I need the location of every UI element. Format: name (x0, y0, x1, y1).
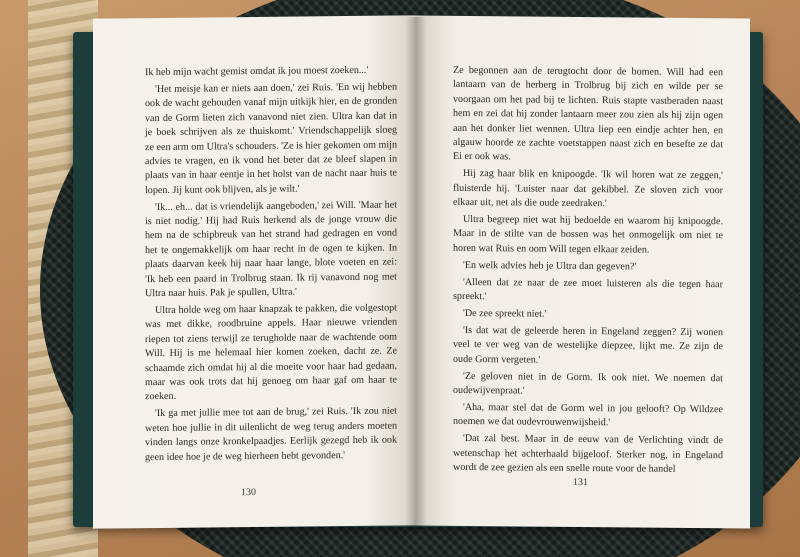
page-number: 131 (573, 476, 588, 489)
paragraph: Ze begonnen aan de terugtocht door de bomen. Will had een lantaarn van de herberg in Trolbrug bij zich en wilde per se voorgaan om het pad bij te lichten. Ruis stapte vastberaden naast hem en zei dat hij zonder lantaarn meer zou zien als hij zijn ogen aan het donker liet wennen. Ultra liep een eindje achter hen, en algauw hoorde ze zachte voetstappen naast zich en besefte ze dat Ei er ook was. (453, 64, 723, 163)
paragraph: 'Ik... eh... dat is vriendelijk aangeboden,' zei Will. 'Maar het is niet nodig.' Hij had Ruis herkend als de jonge vrouw die hem na de schipbreuk van het strand had gedragen en vond het te ongemakkelijk om haar recht in de ogen te kijken. In plaats daarvan keek hij naar haar lange, blote voeten en zei: 'Ik heb een paard in Trolbrug staan. Ik rij vanavond nog met Ultra naar huis. Pak je spullen, Ultra.' (145, 199, 397, 300)
paragraph: 'Ze geloven niet in de Gorm. Ik ook niet. We noemen dat oudewijvenpraat.' (453, 370, 723, 397)
paragraph: 'Aha, maar stel dat de Gorm wel in jou gelooft? Op Wildzee noemen we dat oudevrouwenwijsheid.' (453, 401, 723, 429)
paragraph: 'Dat zal best. Maar in de eeuw van de Verlichting vindt de wetenschap het achterhaald bijgeloof. Sterker nog, in Engeland wordt de zee gezien als een snelle route voor de handel (453, 433, 723, 475)
paragraph: Ultra holde weg om haar knapzak te pakken, die volgestopt was met dikke, roodbruine appels. Haar nieuwe vrienden riepen tot ziens terwijl ze terugholde naar de wachtende oom Will. Hij is me helemaal hier komen zoeken, dacht ze. Ze schaamde zich omdat hij al die moeite voor haar had gedaan, maar was ook trots dat hij genoeg om haar gaf om haar te zoeken. (145, 302, 397, 403)
paragraph: 'De zee spreekt niet.' (463, 307, 547, 320)
paragraph: Ultra begreep niet wat hij bedoelde en waarom hij knipoogde. Maar in de stilte van de bossen was het onmogelijk om niet te horen wat Ruis en oom Will tegen elkaar zeiden. (453, 214, 723, 256)
book-spine-shadow (405, 17, 427, 529)
page-number: 130 (241, 486, 256, 499)
paragraph: Ik heb mijn wacht gemist omdat ik jou moest zoeken...' (145, 64, 369, 79)
paragraph: 'Is dat wat de geleerde heren in Engeland zeggen? Zij wonen veel te ver weg van de westelijke diepzee, lijkt me. Ze zijn de oude Gorm vergeten.' (453, 324, 723, 366)
paragraph: Hij zag haar blik en knipoogde. 'Ik wil horen wat ze zeggen,' fluisterde hij. 'Luister naar dat gekibbel. Ze sloven zich voor elkaar uit, net als die oude zeedraken.' (453, 168, 723, 210)
paragraph: 'Het meisje kan er niets aan doen,' zei Ruis. 'En wij hebben ook de wacht gehouden vanaf mijn uitkijk hier, en de gronden van de Gorm lieten zich vanavond niet zien. Ultra kan dat in je boek schrijven als ze thuiskomt.' Vriendschappelijk sloeg ze een arm om Ultra's schouders. 'Ze is hier gekomen om mijn advies te vragen, en ik vond het beter dat ze bleef slapen in plaats van in haar eentje in het holst van de nacht naar huis te lopen. Jij kunt ook blijven, als je wilt.' (145, 81, 397, 196)
right-page (415, 16, 750, 529)
paragraph: 'Alleen dat ze naar de zee moet luisteren als die tegen haar spreekt.' (453, 276, 723, 303)
left-page-text (145, 64, 397, 468)
right-page-text (453, 64, 723, 480)
paragraph: 'Ik ga met jullie mee tot aan de brug,' zei Ruis. 'Ik zou niet weten hoe jullie in dit uilenlicht de weg terug anders moeten vinden langs onze kronkelpaadjes. Eerlijk gezegd heb ik ook geen idee hoe je de weg hierheen hebt gevonden.' (145, 405, 397, 463)
paragraph: 'En welk advies heb je Ultra dan gegeven?' (463, 259, 637, 273)
left-page (93, 15, 415, 528)
